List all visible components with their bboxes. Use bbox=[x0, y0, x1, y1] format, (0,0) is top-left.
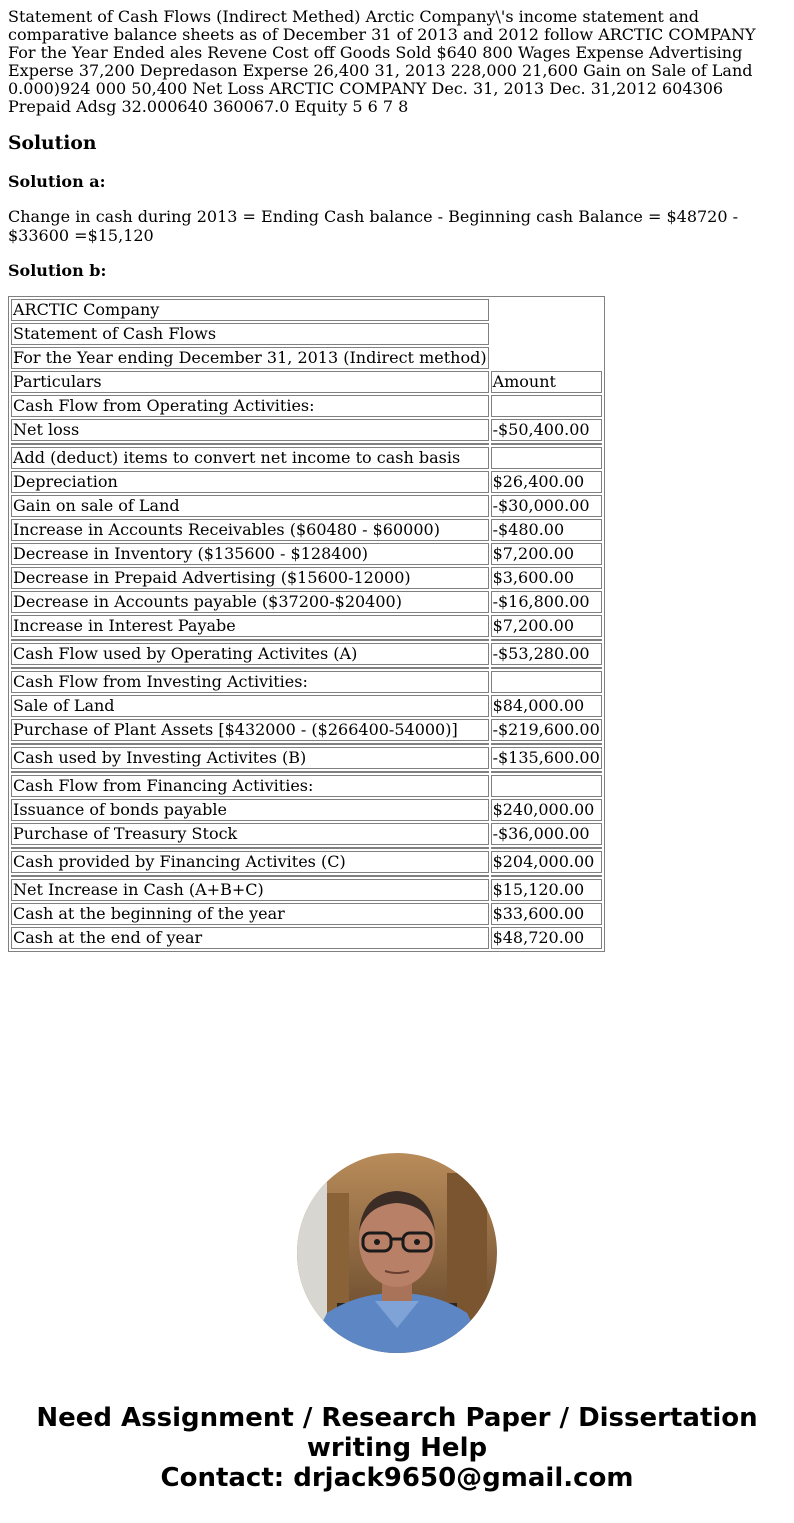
row-amount bbox=[491, 671, 602, 693]
row-particular: Decrease in Inventory ($135600 - $128400) bbox=[11, 543, 489, 565]
row-particular: Cash Flow from Investing Activities: bbox=[11, 671, 489, 693]
row-particular: Purchase of Treasury Stock bbox=[11, 823, 489, 845]
row-amount: $48,720.00 bbox=[491, 927, 602, 949]
row-particular: Cash at the end of year bbox=[11, 927, 489, 949]
row-amount: -$16,800.00 bbox=[491, 591, 602, 613]
row-particular: Cash Flow used by Operating Activites (A) bbox=[11, 643, 489, 665]
table-row bbox=[11, 419, 602, 441]
row-particular: Issuance of bonds payable bbox=[11, 799, 489, 821]
table-header-row bbox=[11, 371, 602, 393]
row-particular: Depreciation bbox=[11, 471, 489, 493]
statement-period: For the Year ending December 31, 2013 (Indirect method) bbox=[13, 348, 487, 367]
table-divider bbox=[11, 443, 602, 445]
table-row bbox=[11, 471, 602, 493]
cash-flow-table bbox=[8, 296, 605, 952]
table-row bbox=[11, 591, 602, 613]
banner-line: Need Assignment / Research Paper / Dissertation bbox=[36, 1403, 758, 1433]
solution-a-heading: Solution a: bbox=[8, 172, 106, 191]
table-row bbox=[11, 567, 602, 589]
statement-title: Statement of Cash Flows bbox=[11, 323, 489, 345]
row-particular: Net loss bbox=[11, 419, 489, 441]
table-row bbox=[11, 671, 602, 693]
row-amount: $240,000.00 bbox=[491, 799, 602, 821]
row-amount: $7,200.00 bbox=[491, 615, 602, 637]
table-row bbox=[11, 747, 602, 769]
row-amount: $84,000.00 bbox=[491, 695, 602, 717]
table-divider bbox=[11, 771, 602, 773]
table-row bbox=[11, 395, 602, 417]
row-particular: Purchase of Plant Assets [$432000 - ($266400-54000)] bbox=[11, 719, 489, 741]
row-amount: -$53,280.00 bbox=[491, 643, 602, 665]
contact-email: Contact: drjack9650@gmail.com bbox=[160, 1463, 634, 1493]
row-particular: Cash Flow from Financing Activities: bbox=[11, 775, 489, 797]
table-row bbox=[11, 879, 602, 901]
row-amount: -$36,000.00 bbox=[491, 823, 602, 845]
banner-line: writing Help bbox=[306, 1433, 488, 1463]
amount-header: Amount bbox=[491, 371, 602, 393]
table-row bbox=[11, 495, 602, 517]
table-divider bbox=[11, 667, 602, 669]
particulars-header: Particulars bbox=[11, 371, 489, 393]
company-name: ARCTIC Company bbox=[11, 299, 489, 321]
row-particular: Cash used by Investing Activites (B) bbox=[11, 747, 489, 769]
table-row bbox=[11, 823, 602, 845]
row-amount: -$135,600.00 bbox=[492, 748, 600, 767]
row-amount: $7,200.00 bbox=[491, 543, 602, 565]
row-amount bbox=[491, 447, 602, 469]
table-divider bbox=[11, 875, 602, 877]
row-amount: $3,600.00 bbox=[491, 567, 602, 589]
row-amount: $33,600.00 bbox=[491, 903, 602, 925]
table-row bbox=[11, 903, 602, 925]
table-row bbox=[11, 543, 602, 565]
row-particular: Cash provided by Financing Activites (C) bbox=[11, 851, 489, 873]
tutor-photo bbox=[297, 1153, 497, 1353]
row-particular: Decrease in Accounts payable ($37200-$20400) bbox=[11, 591, 489, 613]
row-amount: $15,120.00 bbox=[491, 879, 602, 901]
table-row bbox=[11, 799, 602, 821]
table-row bbox=[11, 519, 602, 541]
row-amount: -$30,000.00 bbox=[491, 495, 602, 517]
table-row bbox=[11, 719, 602, 741]
row-particular: Increase in Interest Payabe bbox=[11, 615, 489, 637]
table-row bbox=[11, 851, 602, 873]
row-particular: Increase in Accounts Receivables ($60480 - $60000) bbox=[11, 519, 489, 541]
row-particular: Decrease in Prepaid Advertising ($15600-12000) bbox=[11, 567, 489, 589]
table-row bbox=[11, 775, 602, 797]
row-particular: Add (deduct) items to convert net income to cash basis bbox=[11, 447, 489, 469]
blank-cell bbox=[491, 299, 602, 369]
table-row bbox=[11, 447, 602, 469]
row-particular: Gain on sale of Land bbox=[11, 495, 489, 517]
row-amount: $26,400.00 bbox=[491, 471, 602, 493]
table-title-row bbox=[11, 299, 602, 321]
row-amount: $204,000.00 bbox=[491, 851, 602, 873]
row-amount bbox=[491, 395, 602, 417]
table-divider bbox=[11, 743, 602, 745]
table-row bbox=[11, 615, 602, 637]
solution-b-heading: Solution b: bbox=[8, 261, 107, 280]
row-particular: Net Increase in Cash (A+B+C) bbox=[11, 879, 489, 901]
solution-heading: Solution bbox=[8, 132, 97, 154]
row-particular: Sale of Land bbox=[11, 695, 489, 717]
table-row bbox=[11, 695, 602, 717]
question-text: Statement of Cash Flows (Indirect Methed) Arctic Company\'s income statement and comparative balance sheets as of December 31 of 2013 and 2012 follow ARCTIC COMPANY For the Year Ended ales Revene Cost off Goods Sold $640 800 Wages Expense Advertising Experse 37,200 Depredason Experse 26,400 31, 2013 228,000 21,600 Gain on Sale of Land 0.000)924 000 50,400 Net Loss ARCTIC COMPANY Dec. 31, 2013 Dec. 31,2012 604306 Prepaid Adsg 32.000640 360067.0 Equity 5 6 7 8 bbox=[8, 7, 756, 116]
tutor-avatar bbox=[297, 1153, 497, 1353]
table-divider bbox=[11, 847, 602, 849]
solution-a-text: Change in cash during 2013 = Ending Cash balance - Beginning cash Balance = $48720 - $33600 =$15,120 bbox=[8, 207, 739, 245]
table-row bbox=[11, 643, 602, 665]
row-amount: -$50,400.00 bbox=[491, 419, 602, 441]
row-amount: -$480.00 bbox=[491, 519, 602, 541]
row-particular: Cash Flow from Operating Activities: bbox=[11, 395, 489, 417]
row-amount: -$219,600.00 bbox=[492, 720, 600, 739]
table-divider bbox=[11, 639, 602, 641]
contact-banner bbox=[0, 1403, 794, 1493]
row-particular: Cash at the beginning of the year bbox=[11, 903, 489, 925]
table-row bbox=[11, 927, 602, 949]
row-amount bbox=[491, 775, 602, 797]
